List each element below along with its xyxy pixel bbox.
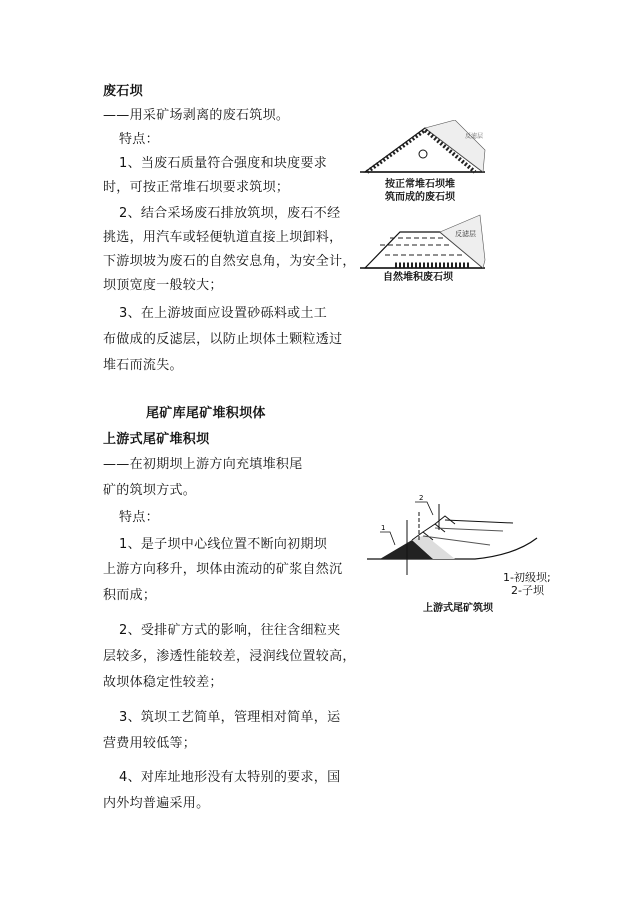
- figure-caption: 按正常堆石坝堆: [385, 179, 455, 190]
- text-line: 3、在上游坡面应设置砂砾料或土工: [119, 306, 328, 321]
- section-title: 上游式尾矿堆积坝: [103, 432, 210, 447]
- text-line: 挑选，用汽车或轻便轨道直接上坝卸料，: [103, 230, 343, 245]
- text-line: 上游方向移升，坝体由流动的矿浆自然沉: [103, 562, 343, 577]
- text-line: 坝顶宽度一般较大；: [103, 278, 223, 293]
- text-line: 堆石而流失。: [103, 358, 183, 373]
- definition: ——用采矿场剥离的废石筑坝。: [103, 108, 290, 123]
- section-title: 废石坝: [103, 84, 143, 99]
- figure-caption: 筑而成的废石坝: [385, 192, 455, 203]
- waste-rock-dam-figure: [355, 120, 490, 285]
- text-line: 积而成；: [103, 588, 157, 603]
- text-line: 4、对库址地形没有太特别的要求，国: [119, 770, 341, 785]
- text-line: 1、当废石质量符合强度和块度要求: [119, 156, 328, 171]
- text-line: 2、结合采场废石排放筑坝，废石不经: [119, 206, 341, 221]
- marker-2: 2: [419, 494, 424, 502]
- text-line: 布做成的反滤层，以防止坝体土颗粒透过: [103, 332, 343, 347]
- text-line: 下游坝坡为废石的自然安息角，为安全计，: [103, 254, 356, 269]
- text-line: 1、是子坝中心线位置不断向初期坝: [119, 537, 328, 552]
- marker-1: 1: [381, 524, 386, 532]
- definition: 矿的筑坝方式。: [103, 483, 197, 498]
- text-line: 3、筑坝工艺简单，管理相对简单，运: [119, 710, 341, 725]
- legend-1: 1-初级坝;: [503, 571, 551, 584]
- text-line: 故坝体稳定性较差；: [103, 675, 223, 690]
- features-label: 特点：: [119, 510, 159, 525]
- filter-layer-label: 反滤层: [465, 133, 484, 140]
- text-line: 营费用较低等；: [103, 736, 197, 751]
- figure-caption: 上游式尾矿筑坝: [423, 603, 493, 614]
- filter-layer-label: 反滤层: [455, 230, 476, 238]
- upstream-tailings-dam-figure: [355, 480, 565, 620]
- text-line: 内外均普遍采用。: [103, 796, 210, 811]
- figure-caption: 自然堆积废石坝: [383, 272, 453, 283]
- section-heading: 尾矿库尾矿堆积坝体: [146, 406, 266, 421]
- text-line: 层较多，渗透性能较差，浸润线位置较高，: [103, 649, 356, 664]
- definition: ——在初期坝上游方向充填堆积尾: [103, 457, 303, 472]
- text-line: 2、受排矿方式的影响，往往含细粒夹: [119, 623, 341, 638]
- text-line: 时，可按正常堆石坝要求筑坝；: [103, 180, 290, 195]
- legend-2: 2-子坝: [511, 584, 544, 597]
- features-label: 特点：: [119, 132, 159, 147]
